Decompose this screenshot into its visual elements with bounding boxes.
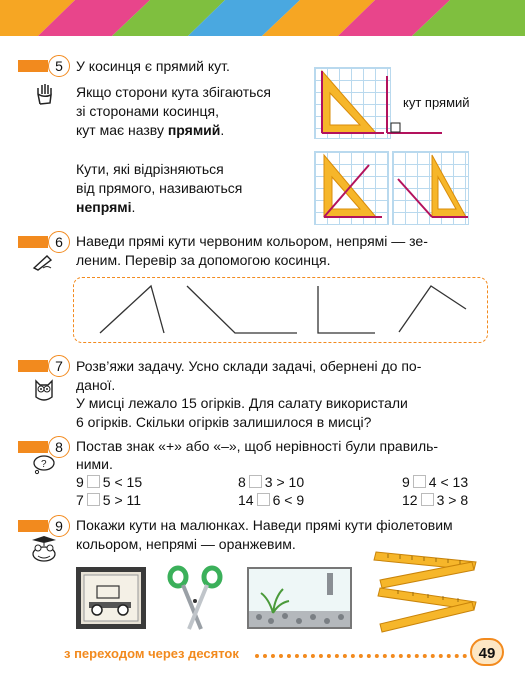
inequality-6 [402,491,468,510]
exercise-tab [18,441,48,453]
inequality-2 [238,473,304,492]
ex5-line5: Кути, які відрізняються [76,161,224,177]
sign-box[interactable] [87,475,100,488]
ex5-line4 [76,121,224,140]
header-triangles [0,0,525,36]
ex5-line6: від прямого, називаються [76,180,243,196]
set-square-acute-angle [314,151,389,226]
sign-box[interactable] [421,493,434,506]
ex5-line1: У косинця є прямий кут. [76,58,230,74]
car-icon [81,572,141,624]
ineq-b: 3 > 8 [436,492,469,508]
ineq-b: 6 < 9 [272,492,305,508]
aquarium-picture [247,567,352,629]
inequality-5 [238,491,304,510]
owl-icon [32,377,56,408]
set-square-obtuse-angle [392,151,472,226]
ex9-line1: Покажи кути на малюнках. Наведи прямі кути фіолетовим [76,517,453,533]
ineq-a: 12 [402,492,418,508]
ineq-b: 5 > 11 [102,492,142,508]
ineq-a: 7 [76,492,84,508]
exercise-tab [18,236,48,248]
inequality-4 [76,491,141,510]
inequality-3 [402,473,468,492]
framed-car-picture [76,567,146,629]
ex7-line2: даної. [76,377,116,393]
ex7-line1: Розв’яжи задачу. Усно склади задачі, обернені до по- [76,358,422,374]
footer-topic: з переходом через десяток [64,646,239,661]
angle-3 [318,286,375,333]
exercise-tab [18,360,48,372]
right-angle-label: кут прямий [403,95,470,110]
ineq-b: 4 < 13 [428,474,469,490]
plant-icon [249,569,350,627]
page-number-text: 49 [478,645,496,662]
angles-drawing [73,277,488,343]
page-number [470,638,504,666]
ex5-line2: Якщо сторони кута збігаються [76,84,271,100]
ex6-line2: леним. Перевір за допомогою косинця. [76,252,331,268]
ex8-line1: Постав знак «+» або «–», щоб нерівності були правиль- [76,438,439,454]
exercise-number: 8 [48,436,70,458]
pencil-icon [31,253,55,276]
ineq-b: 3 > 10 [264,474,305,490]
hand-icon [34,82,56,111]
sign-box[interactable] [249,475,262,488]
exercise-number: 5 [48,55,70,77]
exercise-number: 7 [48,355,70,377]
ex7-line4: 6 огірків. Скільки огірків залишилося в мисці? [76,414,372,430]
inequality-1 [76,473,142,492]
sign-box[interactable] [413,475,426,488]
svg-text:?: ? [41,459,47,470]
ex5-line4-c: . [220,122,225,138]
folding-ruler-icon [368,548,480,636]
exercise-tab [18,520,48,532]
ex5-line7 [76,198,135,217]
sign-box[interactable] [87,493,100,506]
exercise-number: 9 [48,515,70,537]
ex7-line3: У мисці лежало 15 огірків. Для салату використали [76,395,408,411]
angle-4 [399,286,466,332]
ex6-line1: Наведи прямі кути червоним кольором, непрямі — зе- [76,233,428,249]
term-right: прямий [167,122,221,138]
thought-bubble-icon [32,455,56,480]
frog-icon [26,534,62,569]
ineq-a: 9 [76,474,84,490]
angle-2 [187,286,297,333]
angle-1 [100,286,164,333]
ex5-line3: зі сторонами косинця, [76,103,219,119]
ex9-line2: кольором, непрямі — оранжевим. [76,536,296,552]
ineq-a: 9 [402,474,410,490]
footer-dots [255,654,467,658]
header-band [0,0,525,36]
ex5-line7-b: . [131,199,136,215]
ineq-b: 5 < 15 [102,474,143,490]
ineq-a: 14 [238,492,254,508]
ex5-line4-a: кут має назву [76,122,168,138]
term-not-right: непрямі [76,199,132,215]
set-square-right-angle [314,67,394,142]
ex8-line2: ними. [76,456,113,472]
scissors-icon [165,565,225,633]
sign-box[interactable] [257,493,270,506]
exercise-tab [18,60,48,72]
ineq-a: 8 [238,474,246,490]
exercise-number: 6 [48,231,70,253]
